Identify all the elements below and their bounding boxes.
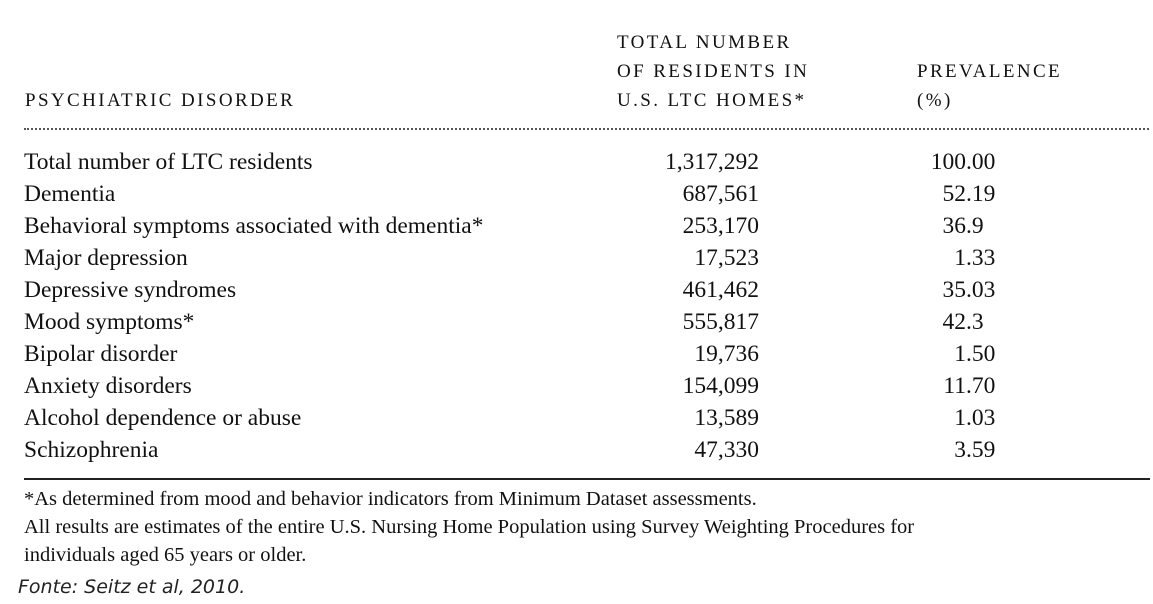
prevalence-value (914, 370, 995, 402)
disorder-name: Behavioral symptoms associated with dementia* (24, 213, 484, 239)
prevalence-value (914, 242, 995, 274)
header-prevalence-line-1: PREVALENCE (917, 61, 1063, 82)
prevalence-int: 100 (930, 149, 966, 175)
table-row (24, 178, 1149, 210)
prevalence-value (914, 306, 984, 338)
prevalence-dec: .70 (966, 373, 996, 399)
table-row (24, 306, 1149, 338)
disorder-name: Schizophrenia (24, 437, 159, 463)
prevalence-int: 1 (954, 341, 966, 367)
resident-count: 13,589 (694, 405, 759, 431)
disorder-name: Alcohol dependence or abuse (24, 405, 302, 431)
disorder-name: Dementia (24, 181, 116, 207)
table-row (24, 402, 1149, 434)
footnote-line: individuals aged 65 years or older. (24, 544, 307, 566)
prevalence-dec: .9 (966, 213, 984, 239)
prevalence-value (914, 434, 995, 466)
source-citation: Fonte: Seitz et al, 2010. (18, 576, 246, 598)
resident-count: 461,462 (682, 277, 759, 303)
resident-count: 687,561 (682, 181, 759, 207)
header-total-residents-line-1: TOTAL NUMBER (617, 32, 792, 53)
header-psychiatric-disorder: PSYCHIATRIC DISORDER (25, 90, 296, 111)
prevalence-int: 11 (943, 373, 966, 399)
resident-count: 19,736 (694, 341, 759, 367)
prevalence-value (914, 402, 995, 434)
table-row (24, 242, 1149, 274)
resident-count: 17,523 (694, 245, 759, 271)
prevalence-value (914, 274, 995, 306)
resident-count: 47,330 (694, 437, 759, 463)
prevalence-dec: .50 (966, 341, 996, 367)
disorder-name: Bipolar disorder (24, 341, 178, 367)
prevalence-dec: .59 (966, 437, 996, 463)
resident-count: 1,317,292 (665, 149, 759, 175)
prevalence-int: 36 (942, 213, 966, 239)
footnote-line: *As determined from mood and behavior indicators from Minimum Dataset assessments. (24, 488, 757, 510)
disorder-name: Major depression (24, 245, 188, 271)
header-total-residents-line-3: U.S. LTC HOMES* (617, 90, 807, 111)
table-row (24, 210, 1149, 242)
prevalence-value (914, 338, 995, 370)
disorder-name: Depressive syndromes (24, 277, 237, 303)
resident-count: 253,170 (682, 213, 759, 239)
resident-count: 154,099 (682, 373, 759, 399)
prevalence-value (914, 210, 984, 242)
prevalence-value (914, 178, 995, 210)
table-row (24, 146, 1149, 178)
table-body (24, 146, 1149, 466)
header-prevalence-line-2: (%) (917, 90, 953, 111)
header-prevalence (917, 57, 1062, 115)
prevalence-dec: .33 (966, 245, 996, 271)
prevalence-int: 3 (954, 437, 966, 463)
resident-count: 555,817 (682, 309, 759, 335)
prevalence-int: 42 (942, 309, 966, 335)
disorder-name: Anxiety disorders (24, 373, 192, 399)
footnote-line: All results are estimates of the entire U.S. Nursing Home Population using Survey Weighting Procedures for (24, 516, 915, 538)
prevalence-int: 1 (954, 405, 966, 431)
prevalence-value (914, 146, 995, 178)
table-row (24, 274, 1149, 306)
prevalence-int: 35 (942, 277, 966, 303)
prevalence-dec: .03 (966, 277, 996, 303)
prevalence-int: 1 (954, 245, 966, 271)
prevalence-dec: .19 (966, 181, 996, 207)
table-row (24, 338, 1149, 370)
table-footnotes (24, 485, 1152, 569)
table-row (24, 434, 1149, 466)
disorder-name: Mood symptoms* (24, 309, 195, 335)
prevalence-int: 52 (942, 181, 966, 207)
prevalence-dec: .3 (966, 309, 984, 335)
table-bottom-rule (24, 478, 1150, 480)
table-row (24, 370, 1149, 402)
prevalence-dec: .00 (966, 149, 996, 175)
header-divider-dotted (24, 128, 1149, 130)
header-total-residents (617, 28, 809, 115)
disorder-name: Total number of LTC residents (24, 149, 313, 175)
header-total-residents-line-2: OF RESIDENTS IN (617, 61, 810, 82)
prevalence-dec: .03 (966, 405, 996, 431)
